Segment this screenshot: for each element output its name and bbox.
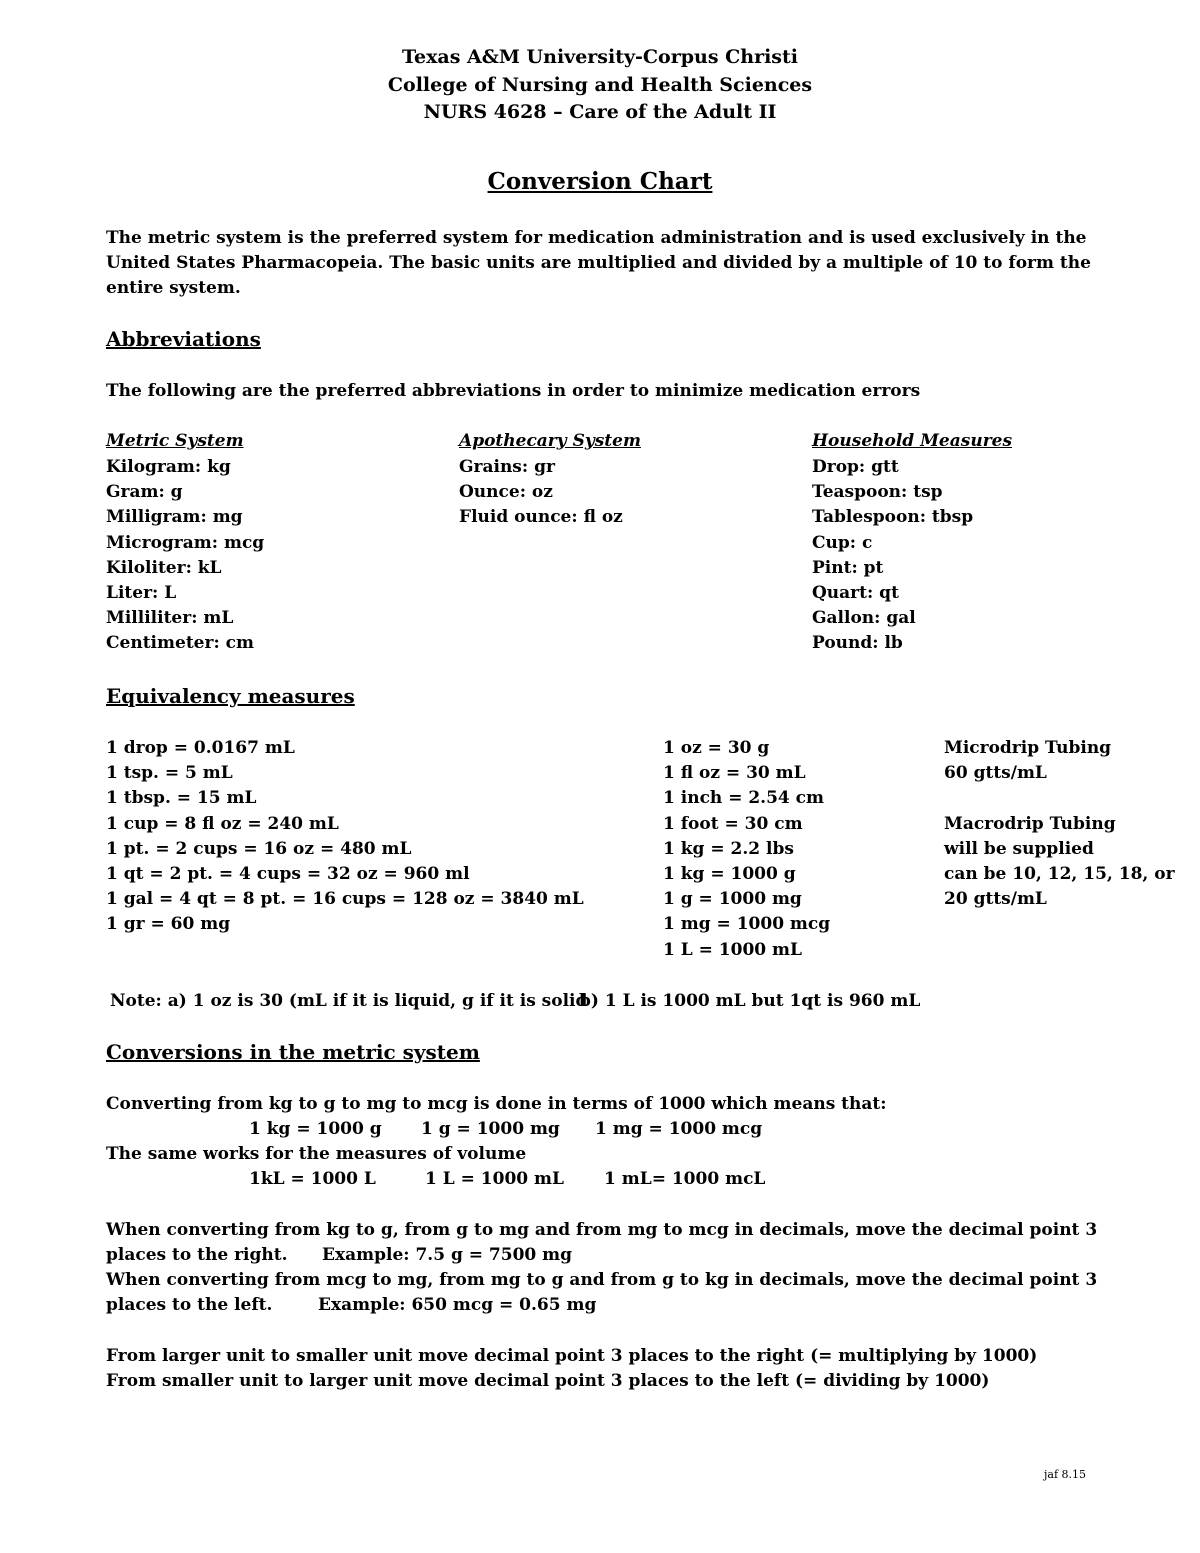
conversion-intro: Converting from kg to g to mg to mcg is done in terms of 1000 which means that: [106, 1094, 887, 1114]
note-a: Note: a) 1 oz is 30 (mL if it is liquid, g if it is solid [110, 991, 588, 1011]
list-item: 1 kg = 2.2 lbs [663, 838, 794, 859]
right-rule-line-2: places to the right. [106, 1245, 288, 1265]
household-measures-heading: Household Measures [812, 431, 1013, 451]
note-b: b) 1 L is 1000 mL but 1qt is 960 mL [579, 991, 921, 1011]
microdrip-rate: 60 gtts/mL [944, 763, 1047, 784]
list-item: 1 g = 1000 mg [663, 889, 802, 910]
course-name: NURS 4628 – Care of the Adult II [423, 101, 777, 123]
list-item: Centimeter: cm [106, 633, 254, 654]
macrodrip-line-3: can be 10, 12, 15, 18, or [944, 863, 1175, 884]
list-item: 1 foot = 30 cm [663, 813, 803, 834]
list-item: Microgram: mcg [106, 532, 265, 553]
list-item: Gallon: gal [812, 608, 916, 629]
list-item: 1 mg = 1000 mcg [663, 914, 831, 935]
list-item: Milliliter: mL [106, 608, 234, 629]
list-item: Ounce: oz [459, 482, 553, 503]
spacer [944, 786, 1175, 811]
list-item: Liter: L [106, 582, 177, 603]
left-rule-example: Example: 650 mcg = 0.65 mg [318, 1295, 597, 1315]
summary-line-2: From smaller unit to larger unit move decimal point 3 places to the left (= dividing by 1000) [106, 1371, 990, 1391]
right-rule-line-1: When converting from kg to g, from g to mg and from mg to mcg in decimals, move the decimal point 3 [106, 1220, 1098, 1240]
list-item: Fluid ounce: fl oz [459, 507, 623, 528]
intro-line-3: entire system. [106, 278, 241, 298]
macrodrip-line-4: 20 gtts/mL [944, 889, 1047, 910]
metric-abbreviation-list [106, 455, 264, 657]
metric-system-heading: Metric System [106, 431, 244, 451]
college-name: College of Nursing and Health Sciences [387, 74, 813, 96]
right-rule-example: Example: 7.5 g = 7500 mg [322, 1245, 573, 1265]
left-rule-line-2: places to the left. [106, 1295, 273, 1315]
list-item: 1 tbsp. = 15 mL [106, 788, 257, 809]
tubing-info [944, 736, 1175, 912]
list-item: Quart: qt [812, 582, 899, 603]
list-item: 1 L = 1000 mL [663, 939, 802, 960]
list-item: 1 gr = 60 mg [106, 914, 231, 935]
household-abbreviation-list [812, 455, 973, 657]
list-item: 1 inch = 2.54 cm [663, 788, 825, 809]
list-item: Gram: g [106, 482, 183, 503]
intro-line-1: The metric system is the preferred system for medication administration and is used exclusively in the [106, 228, 1087, 248]
list-item: 1 qt = 2 pt. = 4 cups = 32 oz = 960 ml [106, 863, 470, 884]
intro-line-2: United States Pharmacopeia. The basic units are multiplied and divided by a multiple of 10 to form the [106, 253, 1091, 273]
apothecary-system-heading: Apothecary System [459, 431, 641, 451]
list-item: 1 drop = 0.0167 mL [106, 738, 295, 758]
list-item: 1 cup = 8 fl oz = 240 mL [106, 813, 339, 834]
volume-intro: The same works for the measures of volume [106, 1144, 527, 1164]
list-item: Tablespoon: tbsp [812, 507, 974, 528]
macrodrip-line-2: will be supplied [944, 838, 1094, 859]
list-item: Milligram: mg [106, 507, 243, 528]
metric-conversions-heading: Conversions in the metric system [106, 1040, 480, 1064]
summary-line-1: From larger unit to smaller unit move decimal point 3 places to the right (= multiplying by 1000) [106, 1346, 1038, 1366]
list-item: 1 oz = 30 g [663, 738, 770, 758]
list-item: Grains: gr [459, 457, 555, 477]
page-title: Conversion Chart [487, 168, 713, 195]
abbreviations-description: The following are the preferred abbreviations in order to minimize medication errors [106, 381, 921, 401]
footer-initials: jaf 8.15 [1044, 1468, 1087, 1481]
left-rule-line-1: When converting from mcg to mg, from mg to g and from g to kg in decimals, move the decimal point 3 [106, 1270, 1098, 1290]
list-item: Pint: pt [812, 557, 884, 578]
apothecary-abbreviation-list [459, 455, 623, 531]
list-item: Cup: c [812, 532, 873, 553]
list-item: 1 tsp. = 5 mL [106, 763, 233, 784]
mass-equivalence-3: 1 mg = 1000 mcg [595, 1119, 763, 1139]
list-item: 1 kg = 1000 g [663, 863, 796, 884]
volume-equivalence-3: 1 mL= 1000 mcL [604, 1169, 766, 1189]
list-item: Teaspoon: tsp [812, 482, 943, 503]
university-name: Texas A&M University-Corpus Christi [402, 46, 798, 68]
macrodrip-title: Macrodrip Tubing [944, 813, 1116, 834]
list-item: Kilogram: kg [106, 457, 231, 477]
list-item: 1 gal = 4 qt = 8 pt. = 16 cups = 128 oz = 3840 mL [106, 889, 584, 910]
abbreviations-heading: Abbreviations [106, 327, 261, 351]
equivalency-heading: Equivalency measures [106, 684, 355, 708]
mass-equivalence-1: 1 kg = 1000 g [249, 1119, 382, 1139]
volume-equivalence-1: 1kL = 1000 L [249, 1169, 376, 1189]
list-item: 1 pt. = 2 cups = 16 oz = 480 mL [106, 838, 412, 859]
mass-equivalence-2: 1 g = 1000 mg [421, 1119, 560, 1139]
equivalency-middle-list [663, 736, 830, 963]
list-item: 1 fl oz = 30 mL [663, 763, 806, 784]
list-item: Kiloliter: kL [106, 557, 222, 578]
volume-equivalence-2: 1 L = 1000 mL [425, 1169, 564, 1189]
list-item: Pound: lb [812, 633, 903, 654]
equivalency-left-list [106, 736, 584, 938]
list-item: Drop: gtt [812, 457, 899, 477]
microdrip-title: Microdrip Tubing [944, 738, 1112, 758]
